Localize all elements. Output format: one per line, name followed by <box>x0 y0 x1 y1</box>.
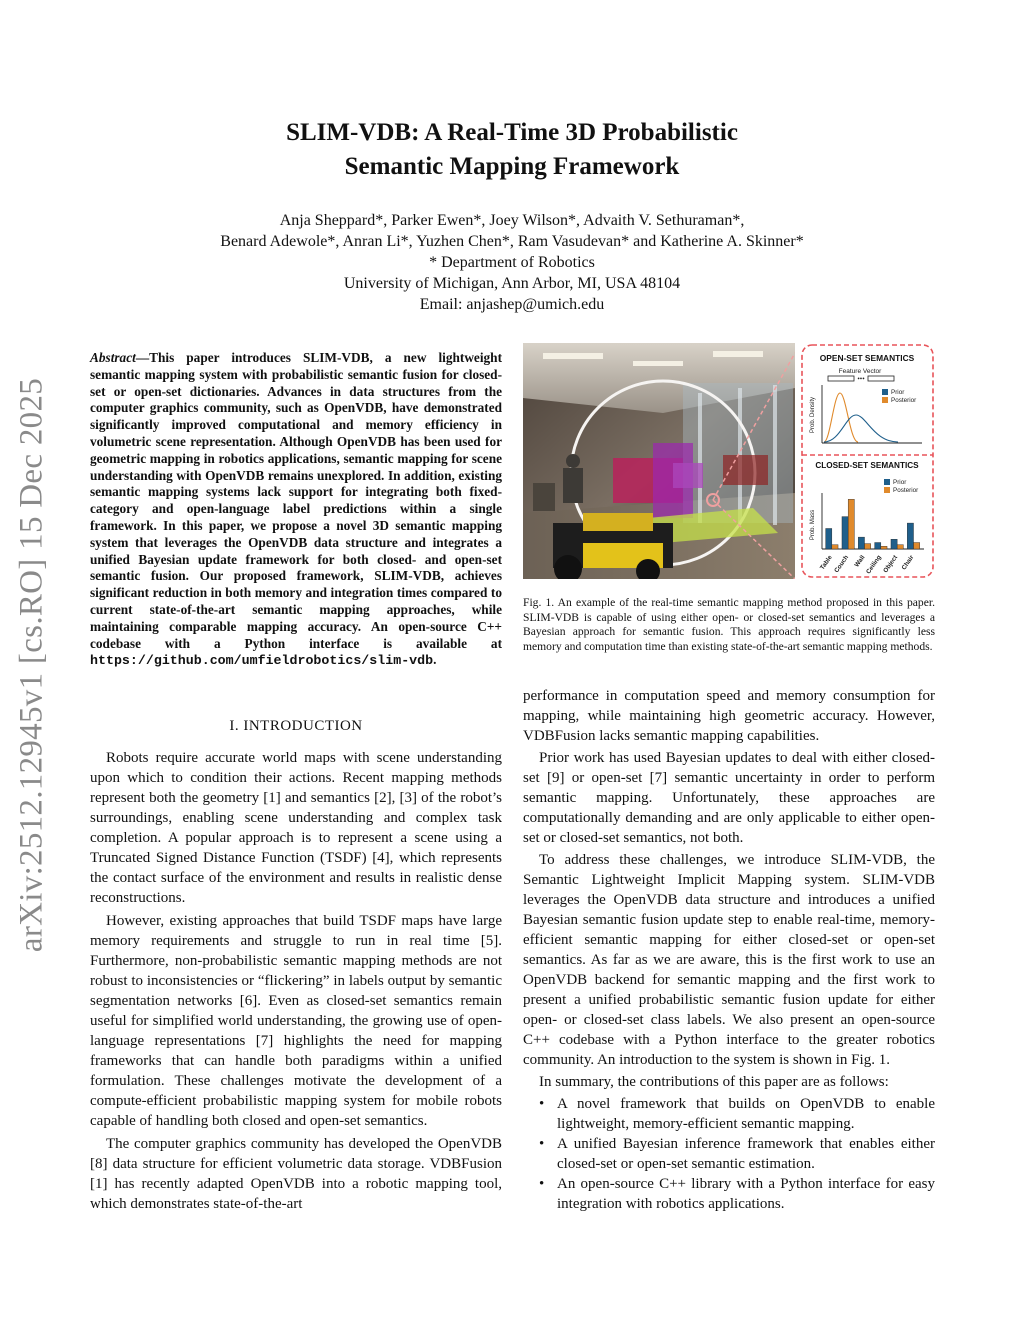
xtick-object: Object <box>882 554 900 575</box>
right-paragraph-2: To address these challenges, we introduce SLIM-VDB, the Semantic Lightweight Implicit Mapping system. SLIM-VDB leverages the OpenVDB data structure and introduces a unified Bayesian semantic fusion update step to enable real-time, memory-efficient semantic mapping for either closed-set or open-set semantics. As far as we are aware, this is the first work to use an OpenVDB backend for semantic mapping and the first work to present a unified probabilistic semantic fusion update for either open- or closed-set class labels. We also present an open-source C++ codebase with a Python interface to the greater robotics community. An introduction to the system is shown in Fig. 1. <box>523 852 935 1068</box>
abstract <box>90 350 502 670</box>
figure-caption: Fig. 1. An example of the real-time semantic mapping method proposed in this paper. SLIM-VDB is capable of using either open- or closed-set semantics and leverages a Bayesian approach for semantic fusion. This approach requires significantly less memory and computation time than existing state-of-the-art semantic mapping methods. <box>523 596 935 653</box>
xtick-ceiling: Ceiling <box>865 554 883 576</box>
intro-left-column <box>90 748 502 1217</box>
contribution-text: An open-source C++ library with a Python interface for easy integration with robotics applications. <box>557 1176 935 1212</box>
section-heading-introduction: I. INTRODUCTION <box>229 718 363 734</box>
bar-posterior-couch <box>848 499 854 549</box>
bar-posterior-object <box>897 545 903 549</box>
xtick-wall: Wall <box>853 554 867 569</box>
bar-prior-object <box>891 539 897 549</box>
intro-paragraph-3: The computer graphics community has developed the OpenVDB [8] data structure for efficient volumetric data storage. VDBFusion [1] has recently adapted OpenVDB into a robotic mapping tool, which demonstrates state-of-the-art <box>90 1136 502 1212</box>
contribution-text: A unified Bayesian inference framework that enables either closed-set or open-set semantic estimation. <box>557 1136 935 1172</box>
bar-prior-couch <box>842 517 848 549</box>
legend-posterior-closed: Posterior <box>893 487 919 494</box>
closed-set-title: CLOSED-SET SEMANTICS <box>815 461 919 470</box>
right-paragraph-3: In summary, the contributions of this paper are as follows: <box>539 1074 889 1090</box>
authors-line-1: Anja Sheppard*, Parker Ewen*, Joey Wilson*, Advaith V. Sethuraman*, <box>279 212 745 229</box>
intro-right-column <box>523 686 935 1214</box>
arxiv-id-text: arXiv:2512.12945v1 [cs.RO] 15 Dec 2025 <box>13 377 50 953</box>
figure-photo <box>523 343 795 579</box>
xtick-chair: Chair <box>900 554 916 572</box>
contribution-text: A novel framework that builds on OpenVDB to enable lightweight, memory-efficient semantic mapping. <box>557 1096 935 1132</box>
paper-title <box>0 116 1024 184</box>
prob-mass-label: Prob. Mass <box>810 509 816 541</box>
right-paragraph-0: performance in computation speed and memory consumption for mapping, while maintaining high geometric accuracy. However, VDBFusion lacks semantic mapping capabilities. <box>523 688 935 744</box>
legend-prior-open: Prior <box>891 389 905 396</box>
figure-semantics-panel <box>800 343 935 579</box>
bar-posterior-ceiling <box>881 546 887 549</box>
bullet-glyph: • <box>539 1096 545 1112</box>
xtick-couch: Couch <box>833 554 851 575</box>
title-line-2: Semantic Mapping Framework <box>344 153 680 180</box>
contribution-item <box>523 1094 935 1134</box>
prob-density-label: Prob. Density <box>810 396 816 434</box>
abstract-end: . <box>433 652 437 668</box>
svg-text:•••: ••• <box>857 375 865 383</box>
affiliation-dept: * Department of Robotics <box>429 254 595 271</box>
open-set-title: OPEN-SET SEMANTICS <box>819 353 915 363</box>
bar-prior-chair <box>907 523 913 549</box>
intro-paragraph-1: Robots require accurate world maps with scene understanding upon which to condition their actions. Recent mapping methods represent both the geometry [1] and semantics [2], [3] of the robot’s surroundings, enabling scene understanding and complex task completion. A popular approach is to represent a scene using a Truncated Signed Distance Function (TSDF) [4], which represents the contact surface of the environment and results in realistic dense reconstructions. <box>90 750 502 906</box>
bar-prior-ceiling <box>875 543 881 549</box>
contribution-item <box>523 1134 935 1174</box>
xtick-table: Table <box>818 554 834 572</box>
semantics-diagram <box>800 343 935 579</box>
bar-prior-table <box>826 528 832 549</box>
arxiv-identifier <box>8 370 56 960</box>
bar-prior-wall <box>858 537 864 549</box>
authors-line-2: Benard Adewole*, Anran Li*, Yuzhen Chen*, Ram Vasudevan* and Katherine A. Skinner* <box>220 233 804 250</box>
author-email: Email: anjashep@umich.edu <box>419 296 605 313</box>
affiliation-university: University of Michigan, Ann Arbor, MI, USA 48104 <box>343 275 681 292</box>
contributions-list <box>523 1094 935 1214</box>
legend-posterior-open: Posterior <box>891 397 917 404</box>
intro-paragraph-2: However, existing approaches that build TSDF maps have large memory requirements and struggle to run in real time [5]. Furthermore, non-probabilistic semantic mapping methods are not robust to inconsistencies or “flickering” in labels output by semantic segmentation networks [6]. Even as closed-set semantics remain useful for simplified world understanding, the growing use of open-language representations [7] highlights the need for mapping frameworks that can handle both paradigms within a unified formulation. These challenges motivate the development of a compute-efficient probabilistic mapping system for mobile robots capable of handling both closed and open-set semantics. <box>90 913 502 1129</box>
right-paragraph-1: Prior work has used Bayesian updates to deal with either closed-set [9] or open-set [7] semantic uncertainty in order to perform semantic mapping. Unfortunately, these approaches are computationally demanding and are only applicable to either open-set or closed-set semantics, not both. <box>523 750 935 846</box>
bar-posterior-table <box>832 545 838 549</box>
bullet-glyph: • <box>539 1136 545 1152</box>
abstract-lead: Abstract <box>90 350 136 365</box>
author-block <box>0 210 1024 315</box>
bullet-glyph: • <box>539 1176 545 1192</box>
robot-scene-image <box>523 343 795 579</box>
bar-posterior-chair <box>914 543 920 549</box>
abstract-body: —This paper introduces SLIM-VDB, a new lightweight semantic mapping system with probabilistic semantic fusion for closed-set or open-set dictionaries. Advances in data structures from the computer graphics community, such as OpenVDB, have demonstrated significantly improved computational and memory efficiency in volumetric scene representation. Although OpenVDB has been used for geometric mapping in robotics applications, semantic mapping for scene understanding with OpenVDB remains unexplored. In addition, existing semantic mapping systems lack support for integrating both fixed-category and open-language label predictions within a single framework. In this paper, we propose a novel 3D semantic mapping system that leverages the OpenVDB data structure and integrates a unified Bayesian update framework for both closed- and open-set semantic fusion. Our proposed framework, SLIM-VDB, achieves significant reduction in both memory and integration times compared to current state-of-the-art semantic mapping approaches, while maintaining comparable mapping accuracy. An open-source C++ codebase with a Python interface is available at <box>90 350 502 651</box>
abstract-url[interactable]: https://github.com/umfieldrobotics/slim-vdb <box>90 653 434 669</box>
legend-prior-closed: Prior <box>893 479 907 486</box>
contribution-item <box>523 1174 935 1214</box>
bar-posterior-wall <box>865 544 871 549</box>
feature-vector-label: Feature Vector <box>838 368 882 375</box>
title-line-1: SLIM-VDB: A Real-Time 3D Probabilistic <box>286 119 738 146</box>
